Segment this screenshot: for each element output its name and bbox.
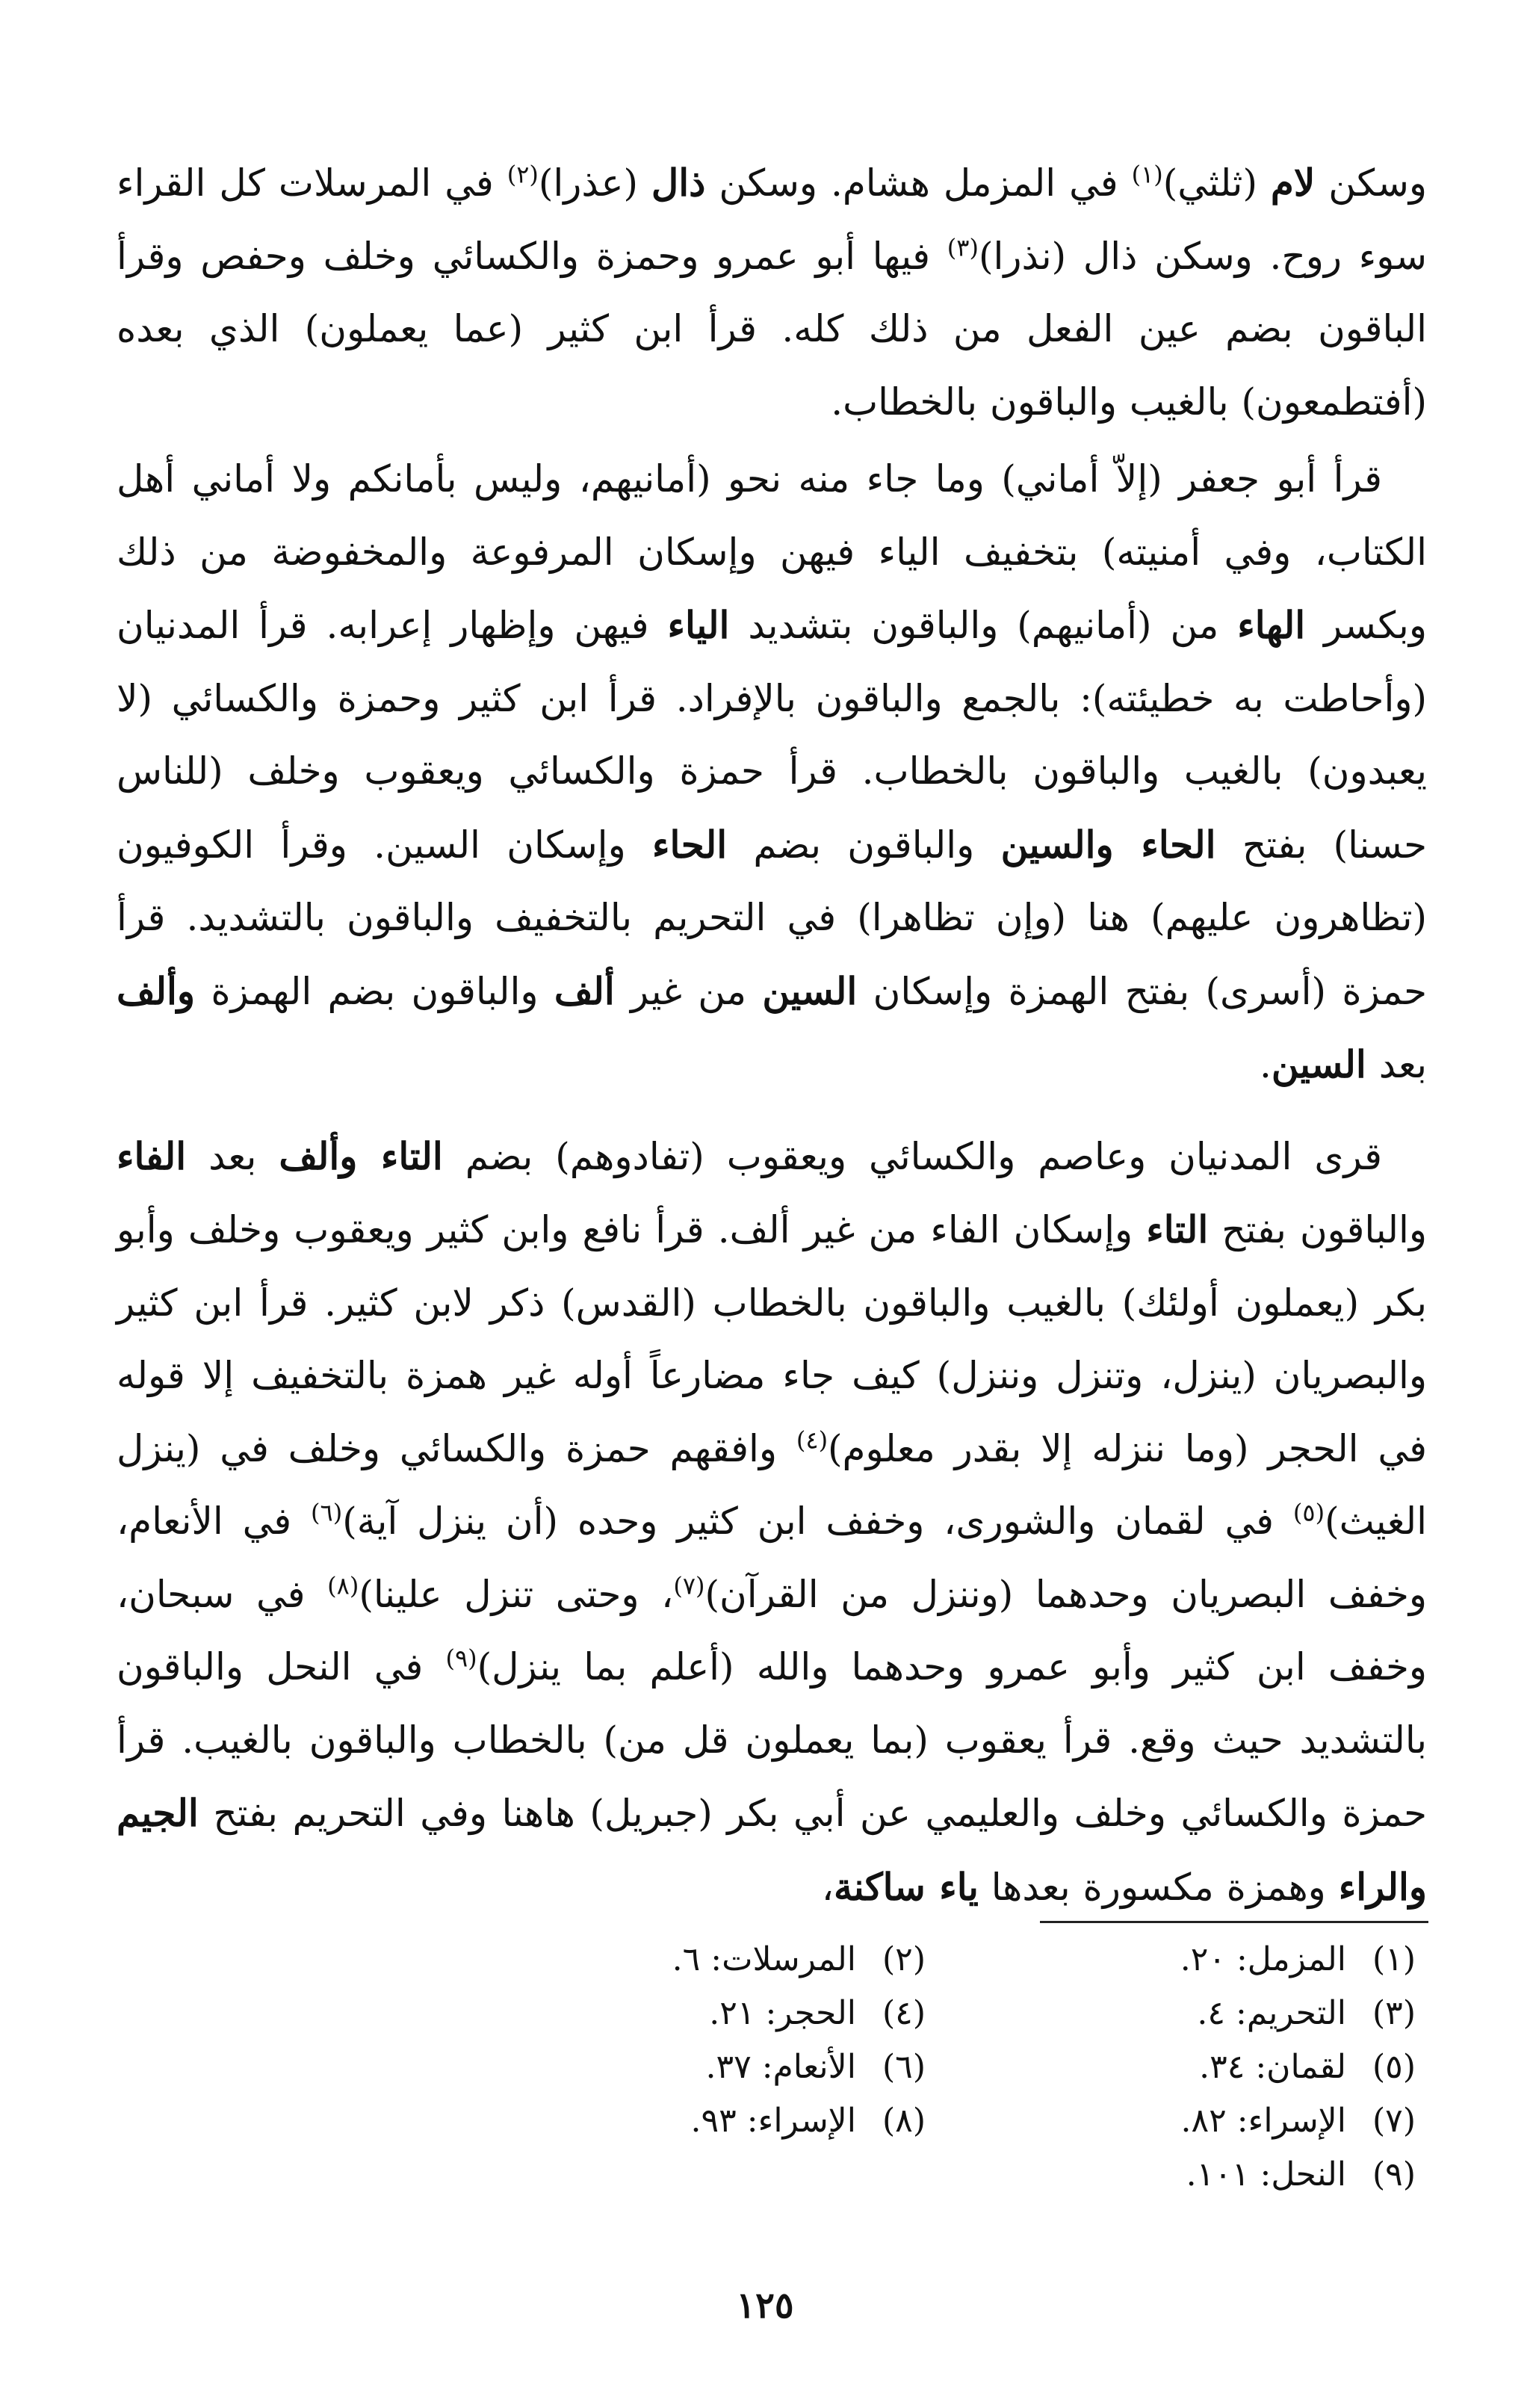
footnote-number: (٢) <box>882 1940 926 1978</box>
footnote-number: (٣) <box>1372 1993 1416 2032</box>
text-run: فيها أبو عمرو وحمزة والكسائي وخلف وحفص وقرأ الباقون بضم عين الفعل من ذلك كله. قرأ ابن كثير (عما يعملون) الذي بعده (أفتطمعون) بالغيب والباقون بالخطاب. <box>117 234 1427 424</box>
paragraph <box>117 1120 1427 1925</box>
text-run: من (أمانيهم) والباقون بتشديد <box>729 604 1238 647</box>
bold-term: الياء <box>667 603 730 647</box>
text-run: (ثلثي) <box>1162 161 1271 205</box>
footnote-text: النحل: ١٠١. <box>1186 2155 1346 2194</box>
text-run: (عذرا) <box>538 161 651 205</box>
bold-term: السين <box>762 968 858 1013</box>
text-run: قرى المدنيان وعاصم والكسائي ويعقوب (تفادوهم) بضم <box>442 1134 1382 1178</box>
footnote-number: (٨) <box>882 2101 926 2140</box>
footnote-item <box>448 2093 938 2147</box>
footnote-number: (٥) <box>1372 2047 1416 2086</box>
footnote-item <box>448 1932 938 1986</box>
footnotes <box>448 1932 1428 2253</box>
footnote-reference: (٥) <box>1292 1498 1325 1527</box>
footnote-reference: (٦) <box>311 1498 343 1527</box>
text-run: فيهن وإظهار إعرابه. قرأ المدنيان (وأحاطت به خطيئته): بالجمع والباقون بالإفراد. قرأ ابن كثير وحمزة والكسائي (لا يعبدون) بالغيب والباقون بالخطاب. قرأ حمزة والكسائي ويعقوب وخلف (للناس حسنا) بفتح <box>117 604 1428 867</box>
footnote-item <box>938 1986 1428 2040</box>
text-run: والباقون بضم الهمزة <box>195 969 554 1013</box>
text-run: قرأ أبو جعفر (إلاّ أماني) وما جاء منه نحو (أمانيهم، وليس بأمانكم ولا أماني أهل الكتاب، وفي أمنيته) بتخفيف الياء فيهن وإسكان المرفوعة والمخفوضة من ذلك وبكسر <box>117 457 1427 647</box>
footnote-number: (٤) <box>882 1993 926 2032</box>
text-run: ، <box>821 1865 834 1909</box>
bold-term: ألف <box>554 968 615 1013</box>
footnote-number: (٦) <box>882 2047 926 2086</box>
text-run: في لقمان والشورى، وخفف ابن كثير وحده (أن ينزل آية) <box>342 1499 1293 1543</box>
bold-term: الهاء <box>1237 603 1306 647</box>
text-run: في المزمل هشام. وسكن <box>705 161 1132 205</box>
text-run: من غير <box>614 969 763 1013</box>
text-run: في المرسلات كل القراء سوء روح. وسكن ذال (نذرا) <box>117 161 1427 278</box>
bold-term: لام <box>1270 161 1316 205</box>
footnote-text: الحجر: ٢١. <box>709 1993 856 2032</box>
footnote-divider <box>1040 1921 1428 1923</box>
footnote-text: التحريم: ٤. <box>1197 1993 1346 2032</box>
text-run: وافقهم حمزة والكسائي وخلف في (ينزل الغيث) <box>117 1426 1428 1543</box>
bold-term: الفاء <box>117 1133 187 1178</box>
text-run: بعد <box>1366 1043 1427 1086</box>
footnote-reference: (٤) <box>796 1425 829 1454</box>
text-run: . <box>1260 1043 1272 1086</box>
bold-term: السين <box>1271 1042 1366 1086</box>
bold-term: التاء <box>1146 1207 1209 1251</box>
footnote-reference: (١) <box>1131 160 1163 189</box>
footnote-item <box>938 1932 1428 1986</box>
footnote-number: (٩) <box>1372 2155 1416 2194</box>
footnote-number: (٧) <box>1372 2101 1416 2140</box>
bold-term: وألف <box>117 968 196 1013</box>
paragraph <box>117 443 1427 1102</box>
text-run: وإسكان الفاء من غير ألف. قرأ نافع وابن كثير ويعقوب وخلف وأبو بكر (يعملون أولئك) بالغيب والباقون بالخطاب (القدس) ذكر لابن كثير. قرأ ابن كثير والبصريان (ينزل، وتنزل وننزل) كيف جاء مضارعاً أوله غير همزة بالتخفيف إلا قوله في الحجر (وما ننزله إلا بقدر معلوم) <box>117 1208 1427 1470</box>
footnote-text: الأنعام: ٣٧. <box>705 2047 856 2086</box>
text-run: وإسكان السين. وقرأ الكوفيون (تظاهرون عليهم) هنا (وإن تظاهرا) في التحريم بالتخفيف والباقون بالتشديد. قرأ حمزة (أسرى) بفتح الهمزة وإسكان <box>117 823 1427 1013</box>
footnote-item <box>938 2040 1428 2093</box>
footnote-item <box>448 2040 938 2093</box>
footnote-text: المزمل: ٢٠. <box>1180 1940 1346 1978</box>
footnote-item <box>448 1986 938 2040</box>
footnote-number: (١) <box>1372 1940 1416 1978</box>
bold-term: ذال <box>651 161 706 205</box>
text-run: في النحل والباقون بالتشديد حيث وقع. قرأ يعقوب (بما يعملون قل من) بالخطاب والباقون بالغيب. قرأ حمزة والكسائي وخلف والعليمي عن أبي بكر (جبريل) هاهنا وفي التحريم بفتح <box>117 1645 1427 1835</box>
footnote-item <box>938 2093 1428 2147</box>
footnote-text: لقمان: ٣٤. <box>1199 2047 1346 2086</box>
footnote-text: الإسراء: ٩٣. <box>690 2101 856 2140</box>
footnote-reference: (٩) <box>445 1644 477 1673</box>
footnote-reference: (٣) <box>947 232 979 261</box>
footnote-item <box>938 2147 1428 2201</box>
text-run: في الأنعام، وخفف البصريان وحدهما (وننزل من القرآن) <box>117 1499 1428 1616</box>
text-run: بعد <box>186 1134 279 1178</box>
text-run: وهمزة مكسورة بعدها <box>978 1865 1339 1909</box>
footnote-reference: (٢) <box>507 160 539 189</box>
text-run: ، وحتى تنزل علينا) <box>359 1572 674 1616</box>
page-number: ١٢٥ <box>736 2285 794 2327</box>
main-text <box>117 146 1427 1924</box>
footnote-text: المرسلات: ٦. <box>672 1940 856 1978</box>
bold-term: الجيم والراء <box>117 1791 1427 1909</box>
paragraph <box>117 146 1427 439</box>
text-run: والباقون بضم <box>727 823 1001 867</box>
footnote-reference: (٧) <box>673 1570 705 1600</box>
text-run: والباقون بفتح <box>1208 1208 1427 1251</box>
bold-term: ياء ساكنة <box>833 1864 979 1909</box>
bold-term: الحاء <box>652 822 728 867</box>
text-run: في سبحان، وخفف ابن كثير وأبو عمرو وحدهما والله (أعلم بما ينزل) <box>117 1572 1427 1689</box>
bold-term: التاء وألف <box>279 1133 443 1178</box>
text-run: وسكن <box>1315 161 1427 205</box>
footnote-reference: (٨) <box>327 1570 359 1600</box>
footnote-text: الإسراء: ٨٢. <box>1180 2101 1346 2140</box>
bold-term: الحاء والسين <box>1000 822 1216 867</box>
